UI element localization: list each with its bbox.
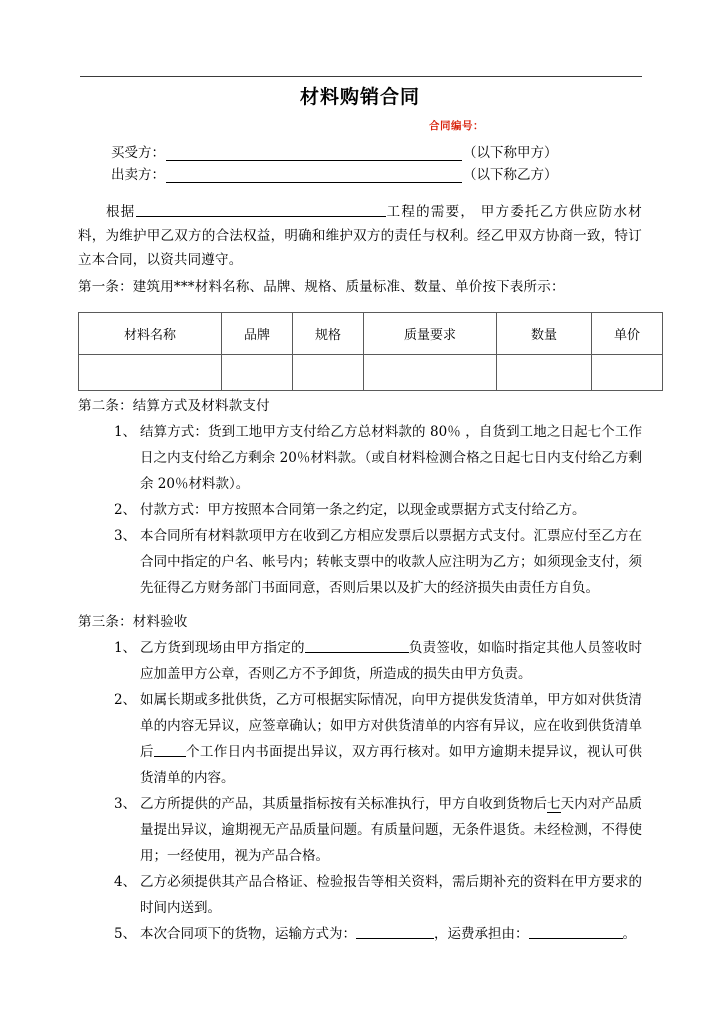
project-name-field[interactable]	[136, 203, 386, 217]
intro-paragraph	[78, 200, 642, 272]
item-text: 结算方式：货到工地甲方支付给乙方总材料款的 80％ ，自货到工地之日起七个工作日之内支付给乙方剩余 20％材料款。（或自材料检测合格之日起七日内支付给乙方剩余 20％材料款）。	[140, 423, 642, 492]
column-header-quantity: 数量	[497, 312, 592, 354]
header-divider	[80, 76, 642, 77]
buyer-row	[111, 142, 642, 164]
table-header-row	[79, 312, 663, 354]
clause2-heading: 第二条：结算方式及材料款支付	[78, 397, 270, 414]
item-text-prefix: 乙方货到现场由甲方指定的	[140, 639, 305, 656]
item-text-prefix: 如属长期或多批供货，乙方可根据实际情况，向甲方提供发货清单，甲方如对供货清单的内容无异议，应签章确认；如甲方对供货清单的内容有异议，应在收到供货清单后	[140, 691, 642, 760]
item-text	[140, 635, 642, 687]
list-item	[78, 523, 642, 601]
item-number: 2、	[114, 691, 137, 708]
shipping-method-field[interactable]	[356, 925, 434, 939]
item-number: 5、	[114, 925, 137, 942]
cell-brand[interactable]	[222, 354, 293, 390]
item-number: 1、	[114, 423, 137, 440]
item-text	[140, 687, 642, 791]
cell-unit-price[interactable]	[592, 354, 663, 390]
materials-table-wrap	[78, 312, 642, 391]
column-header-quality: 质量要求	[364, 312, 497, 354]
list-item	[78, 791, 642, 869]
list-item	[78, 921, 642, 947]
designated-signer-field[interactable]	[305, 639, 409, 653]
item-text-suffix: 负责签收，如临时指定其他人员签收时应加盖甲方公章，否则乙方不予卸货，所造成的损失由甲方负责。	[140, 639, 643, 682]
clause3-items	[78, 635, 642, 947]
item-text-prefix: 本次合同项下的货物，运输方式为：	[140, 925, 356, 942]
table-row	[79, 354, 663, 390]
buyer-suffix: （以下称甲方）	[463, 144, 558, 161]
objection-days-field[interactable]	[154, 743, 186, 757]
seller-label: 出卖方：	[111, 166, 165, 183]
seller-row	[111, 164, 642, 186]
cell-quality[interactable]	[364, 354, 497, 390]
item-number: 4、	[114, 873, 137, 890]
item-number: 2、	[114, 501, 137, 518]
item-text-suffix: 个工作日内书面提出异议，双方再行核对。如甲方逾期未提异议，视认可供货清单的内容。	[140, 743, 643, 786]
column-header-unit-price: 单价	[592, 312, 663, 354]
quality-objection-days: 七	[547, 795, 561, 812]
item-number: 1、	[114, 639, 137, 656]
cell-material-name[interactable]	[79, 354, 222, 390]
cell-specification[interactable]	[293, 354, 364, 390]
item-text-middle: ，运费承担由：	[434, 925, 529, 942]
column-header-brand: 品牌	[222, 312, 293, 354]
contract-number-label: 合同编号：	[429, 120, 484, 132]
item-text-prefix: 乙方所提供的产品，其质量指标按有关标准执行，甲方自收到货物后	[140, 795, 548, 812]
buyer-label: 买受方：	[111, 144, 165, 161]
item-text: 付款方式：甲方按照本合同第一条之约定，以现金或票据方式支付给乙方。	[140, 501, 586, 518]
item-text: 乙方必须提供其产品合格证、检验报告等相关资料，需后期补充的资料在甲方要求的时间内送到。	[140, 873, 642, 916]
list-item	[78, 635, 642, 687]
seller-suffix: （以下称乙方）	[463, 166, 558, 183]
column-header-specification: 规格	[293, 312, 364, 354]
item-text	[140, 921, 642, 947]
materials-table	[78, 312, 663, 391]
item-text-suffix: 。	[622, 925, 636, 942]
clause2-items	[78, 419, 642, 601]
clause1-heading: 第一条：建筑用***材料名称、品牌、规格、质量标准、数量、单价按下表所示：	[78, 278, 565, 295]
intro-suffix: 工程的需要， 甲方委托乙方供应防水材料，为维护甲乙双方的合法权益，明确和维护双方的责任与权利。经乙甲双方协商一致，特订立本合同，以资共同遵守。	[78, 203, 642, 268]
buyer-name-field[interactable]	[166, 145, 462, 161]
item-text	[140, 791, 642, 869]
item-text: 本合同所有材料款项甲方在收到乙方相应发票后以票据方式支付。汇票应付至乙方在合同中指定的户名、帐号内；转帐支票中的收款人应注明为乙方；如须现金支付，须先征得乙方财务部门书面同意，否则后果以及扩大的经济损失由责任方自负。	[140, 527, 642, 596]
column-header-material-name: 材料名称	[79, 312, 222, 354]
freight-payer-field[interactable]	[529, 925, 623, 939]
item-number: 3、	[114, 795, 137, 812]
item-text-suffix: 天内对产品质量提出异议，逾期视无产品质量问题。有质量问题，无条件退货。未经检测，不得使用；一经使用，视为产品合格。	[140, 795, 643, 864]
clause3-heading: 第三条：材料验收	[78, 613, 188, 630]
page-title: 材料购销合同	[299, 86, 420, 108]
item-number: 3、	[114, 527, 137, 544]
list-item	[78, 419, 642, 497]
intro-prefix: 根据	[106, 203, 136, 220]
list-item	[78, 497, 642, 523]
list-item	[78, 687, 642, 791]
parties-block	[78, 142, 642, 186]
cell-quantity[interactable]	[497, 354, 592, 390]
list-item	[78, 869, 642, 921]
seller-name-field[interactable]	[166, 167, 462, 183]
